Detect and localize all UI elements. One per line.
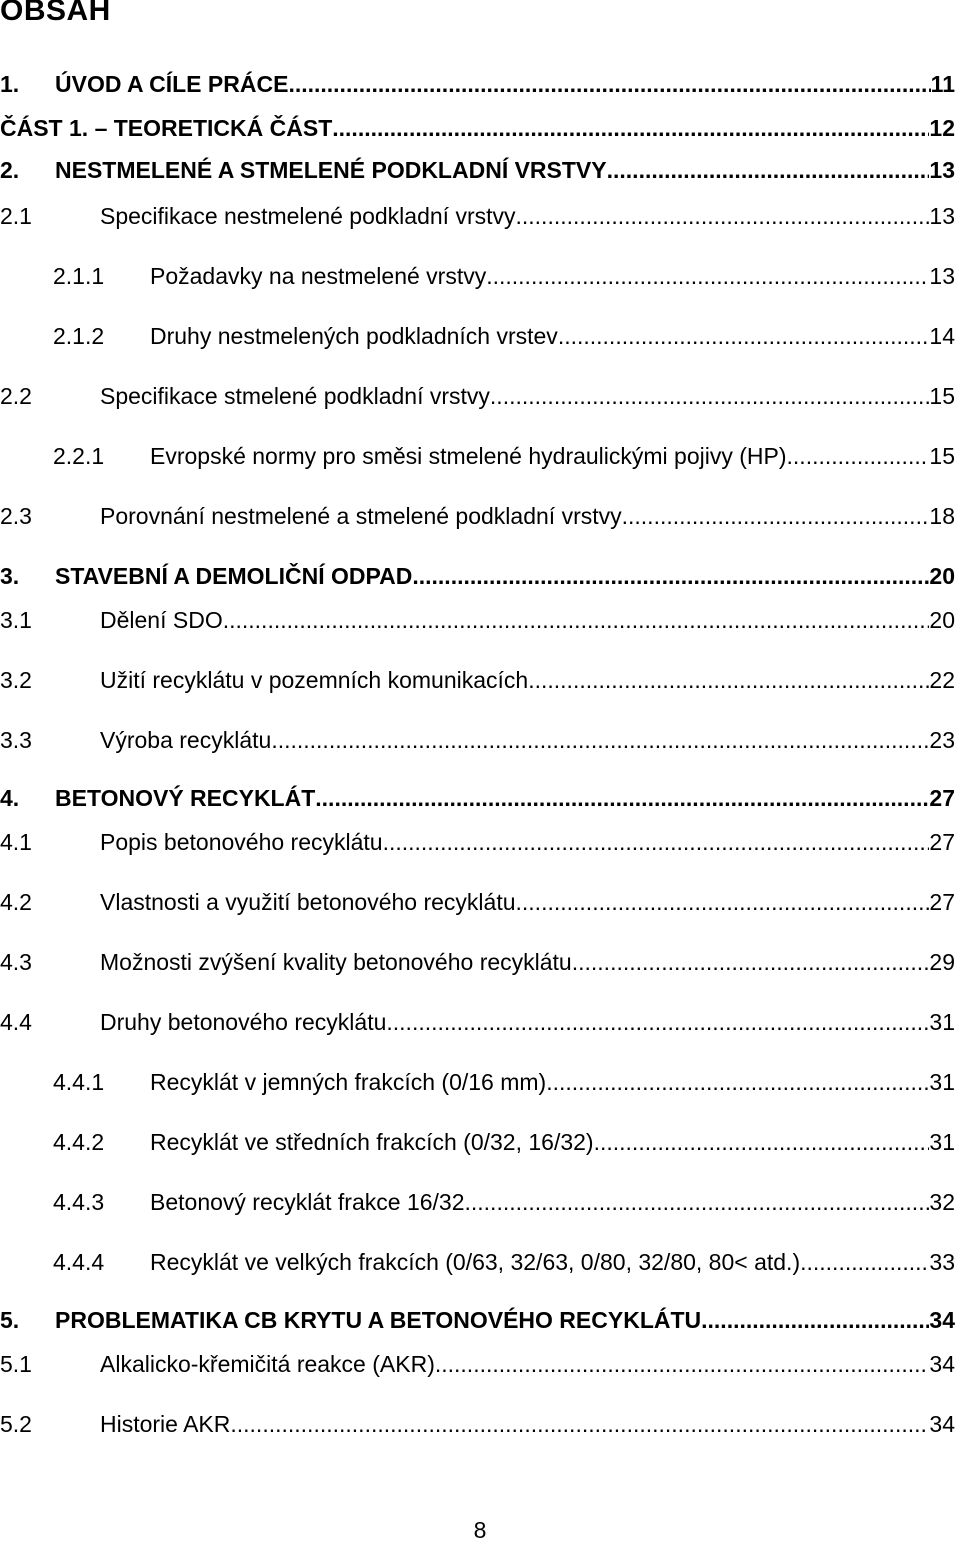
toc-entry-title: NESTMELENÉ A STMELENÉ PODKLADNÍ VRSTVY bbox=[55, 157, 607, 183]
toc-dot-leader bbox=[594, 1122, 930, 1162]
toc-dot-leader bbox=[490, 376, 929, 416]
toc-entry[interactable] bbox=[0, 1002, 955, 1042]
toc-entry-page: 13 bbox=[929, 157, 955, 183]
toc-dot-leader bbox=[383, 822, 930, 862]
toc-entry-number: 5.1 bbox=[0, 1351, 32, 1377]
toc-entry[interactable] bbox=[53, 1182, 955, 1222]
toc-dot-leader bbox=[465, 1182, 930, 1222]
toc-entry-title: Betonový recyklát frakce 16/32 bbox=[150, 1189, 465, 1215]
toc-dot-leader bbox=[800, 1242, 929, 1282]
toc-entry-page: 32 bbox=[929, 1189, 955, 1215]
toc-entry-page: 18 bbox=[929, 503, 955, 529]
toc-entry[interactable] bbox=[0, 822, 955, 862]
toc-entry-title: Specifikace stmelené podkladní vrstvy bbox=[100, 383, 490, 409]
toc-entry-number: ČÁST 1. – TEORETICKÁ ČÁST bbox=[0, 115, 333, 141]
toc-dot-leader bbox=[435, 1344, 930, 1384]
toc-entry-page: 13 bbox=[929, 263, 955, 289]
toc-dot-leader bbox=[546, 1062, 929, 1102]
toc-entry[interactable] bbox=[53, 256, 955, 296]
toc-entry-number: 2.1 bbox=[0, 203, 32, 229]
toc-dot-leader bbox=[288, 64, 930, 104]
toc-entry-number: 3. bbox=[0, 563, 20, 589]
toc-entry-title: Specifikace nestmelené podkladní vrstvy bbox=[100, 203, 516, 229]
toc-entry-page: 27 bbox=[929, 889, 955, 915]
toc-entry[interactable] bbox=[53, 1122, 955, 1162]
toc-entry[interactable] bbox=[53, 316, 955, 356]
toc-entry-number: 4.1 bbox=[0, 829, 32, 855]
toc-entry-page: 34 bbox=[929, 1307, 955, 1333]
toc-dot-leader bbox=[558, 316, 930, 356]
toc-entry-title: Druhy nestmelených podkladních vrstev bbox=[150, 323, 558, 349]
toc-dot-leader bbox=[386, 1002, 929, 1042]
toc-entry[interactable] bbox=[0, 1404, 955, 1444]
toc-entry-page: 15 bbox=[929, 443, 955, 469]
toc-entry-title: Recyklát ve středních frakcích (0/32, 16/32) bbox=[150, 1129, 594, 1155]
toc-entry-number: 4.4 bbox=[0, 1009, 32, 1035]
toc-entry-title: Evropské normy pro směsi stmelené hydraulickými pojivy (HP) bbox=[150, 443, 787, 469]
toc-entry-title: Porovnání nestmelené a stmelené podkladní vrstvy bbox=[100, 503, 622, 529]
toc-entry-page: 33 bbox=[929, 1249, 955, 1275]
toc-dot-leader bbox=[622, 496, 930, 536]
toc-entry-title: Recyklát ve velkých frakcích (0/63, 32/63, 0/80, 32/80, 80< atd.) bbox=[150, 1249, 801, 1275]
toc-entry[interactable] bbox=[0, 376, 955, 416]
toc-entry-page: 13 bbox=[929, 203, 955, 229]
toc-entry-page: 31 bbox=[929, 1009, 955, 1035]
toc-entry-title: STAVEBNÍ A DEMOLIČNÍ ODPAD bbox=[55, 563, 413, 589]
toc-entry-number: 4.4.1 bbox=[53, 1069, 105, 1095]
toc-entry-page: 29 bbox=[929, 949, 955, 975]
toc-entry-number: 4. bbox=[0, 785, 20, 811]
toc-entry-title: PROBLEMATIKA CB KRYTU A BETONOVÉHO RECYKLÁTU bbox=[55, 1307, 702, 1333]
toc-entry[interactable] bbox=[0, 778, 955, 818]
toc-dot-leader bbox=[230, 1404, 929, 1444]
toc-entry-number: 4.4.2 bbox=[53, 1129, 105, 1155]
toc-entry-title: Alkalicko-křemičitá reakce (AKR) bbox=[100, 1351, 435, 1377]
toc-entry[interactable] bbox=[0, 882, 955, 922]
toc-entry-page: 14 bbox=[929, 323, 955, 349]
toc-entry[interactable] bbox=[0, 556, 955, 596]
toc-entry-title: Vlastnosti a využití betonového recyklátu bbox=[100, 889, 516, 915]
toc-entry[interactable] bbox=[0, 64, 955, 104]
toc-entry-number: 5. bbox=[0, 1307, 20, 1333]
toc-entry-number: 2.1.2 bbox=[53, 323, 105, 349]
toc-entry-title: Dělení SDO bbox=[100, 607, 223, 633]
toc-entry-number: 4.3 bbox=[0, 949, 32, 975]
toc-entry[interactable] bbox=[0, 660, 955, 700]
toc-dot-leader bbox=[516, 196, 930, 236]
toc-entry-number: 2.1.1 bbox=[53, 263, 105, 289]
toc-entry[interactable] bbox=[0, 108, 955, 148]
toc-entry[interactable] bbox=[0, 196, 955, 236]
toc-entry[interactable] bbox=[0, 942, 955, 982]
toc-dot-leader bbox=[223, 600, 930, 640]
toc-entry[interactable] bbox=[0, 150, 955, 190]
toc-dot-leader bbox=[315, 778, 929, 818]
toc-entry-page: 20 bbox=[929, 607, 955, 633]
toc-dot-leader bbox=[701, 1300, 929, 1340]
toc-dot-leader bbox=[412, 556, 929, 596]
toc-dot-leader bbox=[486, 256, 929, 296]
toc-entry[interactable] bbox=[0, 720, 955, 760]
toc-entry-title: ÚVOD A CÍLE PRÁCE bbox=[55, 71, 289, 97]
toc-entry-title: Recyklát v jemných frakcích (0/16 mm) bbox=[150, 1069, 547, 1095]
toc-entry-page: 20 bbox=[929, 563, 955, 589]
toc-dot-leader bbox=[572, 942, 930, 982]
toc-entry-page: 12 bbox=[929, 115, 955, 141]
toc-entry-number: 4.4.3 bbox=[53, 1189, 105, 1215]
page-number: 8 bbox=[473, 1517, 487, 1543]
toc-dot-leader bbox=[271, 720, 929, 760]
toc-dot-leader bbox=[528, 660, 929, 700]
toc-entry-page: 34 bbox=[929, 1351, 955, 1377]
toc-entry-title: Historie AKR bbox=[100, 1411, 231, 1437]
toc-entry-number: 1. bbox=[0, 71, 20, 97]
toc-entry-page: 22 bbox=[929, 667, 955, 693]
toc-entry[interactable] bbox=[53, 1242, 955, 1282]
toc-entry-number: 2. bbox=[0, 157, 20, 183]
toc-entry[interactable] bbox=[0, 496, 955, 536]
toc-entry-page: 27 bbox=[929, 785, 955, 811]
toc-dot-leader bbox=[607, 150, 930, 190]
toc-entry-number: 5.2 bbox=[0, 1411, 32, 1437]
toc-entry-title: Druhy betonového recyklátu bbox=[100, 1009, 387, 1035]
page-title: OBSAH bbox=[0, 0, 111, 27]
toc-entry-page: 15 bbox=[929, 383, 955, 409]
toc-entry[interactable] bbox=[0, 600, 955, 640]
toc-entry-title: Popis betonového recyklátu bbox=[100, 829, 383, 855]
toc-entry-number: 3.2 bbox=[0, 667, 32, 693]
toc-entry-title: Požadavky na nestmelené vrstvy bbox=[150, 263, 487, 289]
toc-entry-page: 23 bbox=[929, 727, 955, 753]
toc-entry-number: 4.2 bbox=[0, 889, 32, 915]
toc-entry-title: BETONOVÝ RECYKLÁT bbox=[55, 785, 316, 811]
toc-entry-number: 2.2 bbox=[0, 383, 32, 409]
toc-entry-page: 27 bbox=[929, 829, 955, 855]
toc-entry-title: Užití recyklátu v pozemních komunikacích bbox=[100, 667, 529, 693]
toc-entry-number: 2.2.1 bbox=[53, 443, 105, 469]
toc-dot-leader bbox=[516, 882, 930, 922]
toc-entry-page: 31 bbox=[929, 1129, 955, 1155]
toc-entry-number: 3.3 bbox=[0, 727, 32, 753]
toc-entry-page: 34 bbox=[929, 1411, 955, 1437]
toc-entry-page: 11 bbox=[930, 71, 955, 97]
toc-entry[interactable] bbox=[53, 1062, 955, 1102]
toc-dot-leader bbox=[787, 436, 930, 476]
toc-entry[interactable] bbox=[0, 1300, 955, 1340]
toc-entry-title: Výroba recyklátu bbox=[100, 727, 272, 753]
toc-entry-number: 3.1 bbox=[0, 607, 32, 633]
toc-entry-number: 2.3 bbox=[0, 503, 32, 529]
toc-entry-number: 4.4.4 bbox=[53, 1249, 105, 1275]
toc-entry-title: Možnosti zvýšení kvality betonového recyklátu bbox=[100, 949, 572, 975]
toc-entry[interactable] bbox=[0, 1344, 955, 1384]
toc-dot-leader bbox=[332, 108, 929, 148]
toc-entry-page: 31 bbox=[929, 1069, 955, 1095]
toc-entry[interactable] bbox=[53, 436, 955, 476]
